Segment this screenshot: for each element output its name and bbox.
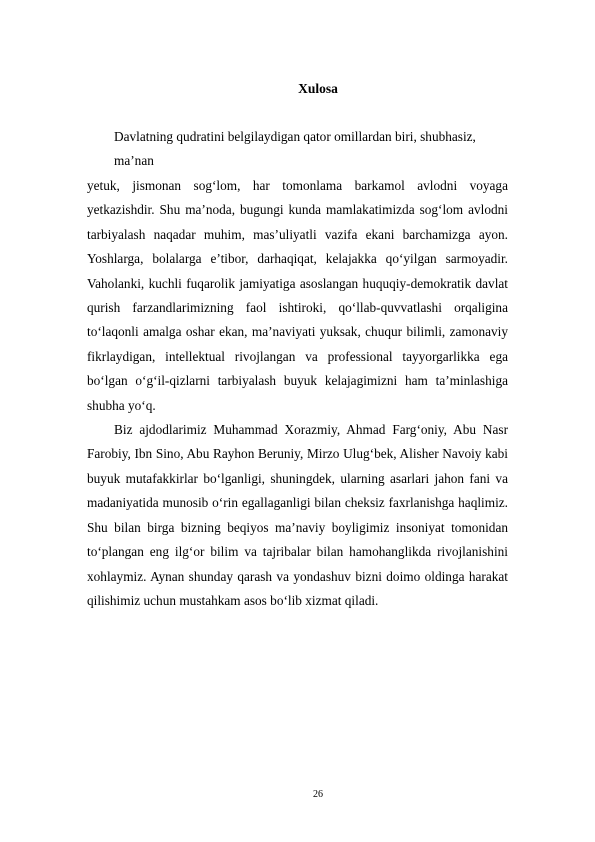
body-text	[87, 174, 508, 613]
intro-line-1: Davlatning qudratini belgilaydigan qator omillardan biri, shubhasiz,	[114, 129, 476, 144]
paragraph-1: yetuk, jismonan sog‘lom, har tomonlama barkamol avlodni voyaga yetkazishdir. Shu ma’noda, bugungi kunda mamlakatimizda sog‘lom avlodni tarbiyalash naqadar muhim, mas’uliyatli vazifa ekani barchamizga ayon. Yoshlarga, bolalarga e’tibor, darhaqiqat, kelajakka qo‘yilgan sarmoyadir. Vaholanki, kuchli fuqarolik jamiyatiga asoslangan huquqiy-demokratik davlat qurish farzandlarimizning faol ishtiroki, qo‘llab-quvvatlashi orqaligina to‘laqonli amalga oshar ekan, ma’naviyati yuksak, chuqur bilimli, zamonaviy fikrlaydigan, intellektual rivojlangan va professional tayyorgarlikka ega bo‘lgan o‘g‘il-qizlarni tarbiyalash buyuk kelajagimizni ham ta’minlashiga shubha yo‘q.	[87, 178, 508, 413]
intro-line-2: ma’nan	[114, 153, 154, 168]
paragraph-2: Biz ajdodlarimiz Muhammad Xorazmiy, Ahmad Farg‘oniy, Abu Nasr Farobiy, Ibn Sino, Abu Rayhon Beruniy, Mirzo Ulug‘bek, Alisher Navoiy kabi buyuk mutafakkirlar bo‘lganligi, shuningdek, ularning asarlari jahon fani va madaniyatida munosib o‘rin egallaganligi bilan cheksiz faxrlanishga haqlimiz. Shu bilan birga bizning beqiyos ma’naviy boyligimiz insoniyat tomonidan to‘plangan eng ilg‘or bilim va tajribalar bilan hamohanglikda rivojlanishini xohlaymiz. Aynan shunday qarash va yondashuv bizni doimo oldinga harakat qilishimiz uchun mustahkam asos bo‘lib xizmat qiladi.	[87, 422, 508, 608]
page-number: 26	[313, 789, 323, 800]
page-title: Xulosa	[298, 81, 338, 96]
